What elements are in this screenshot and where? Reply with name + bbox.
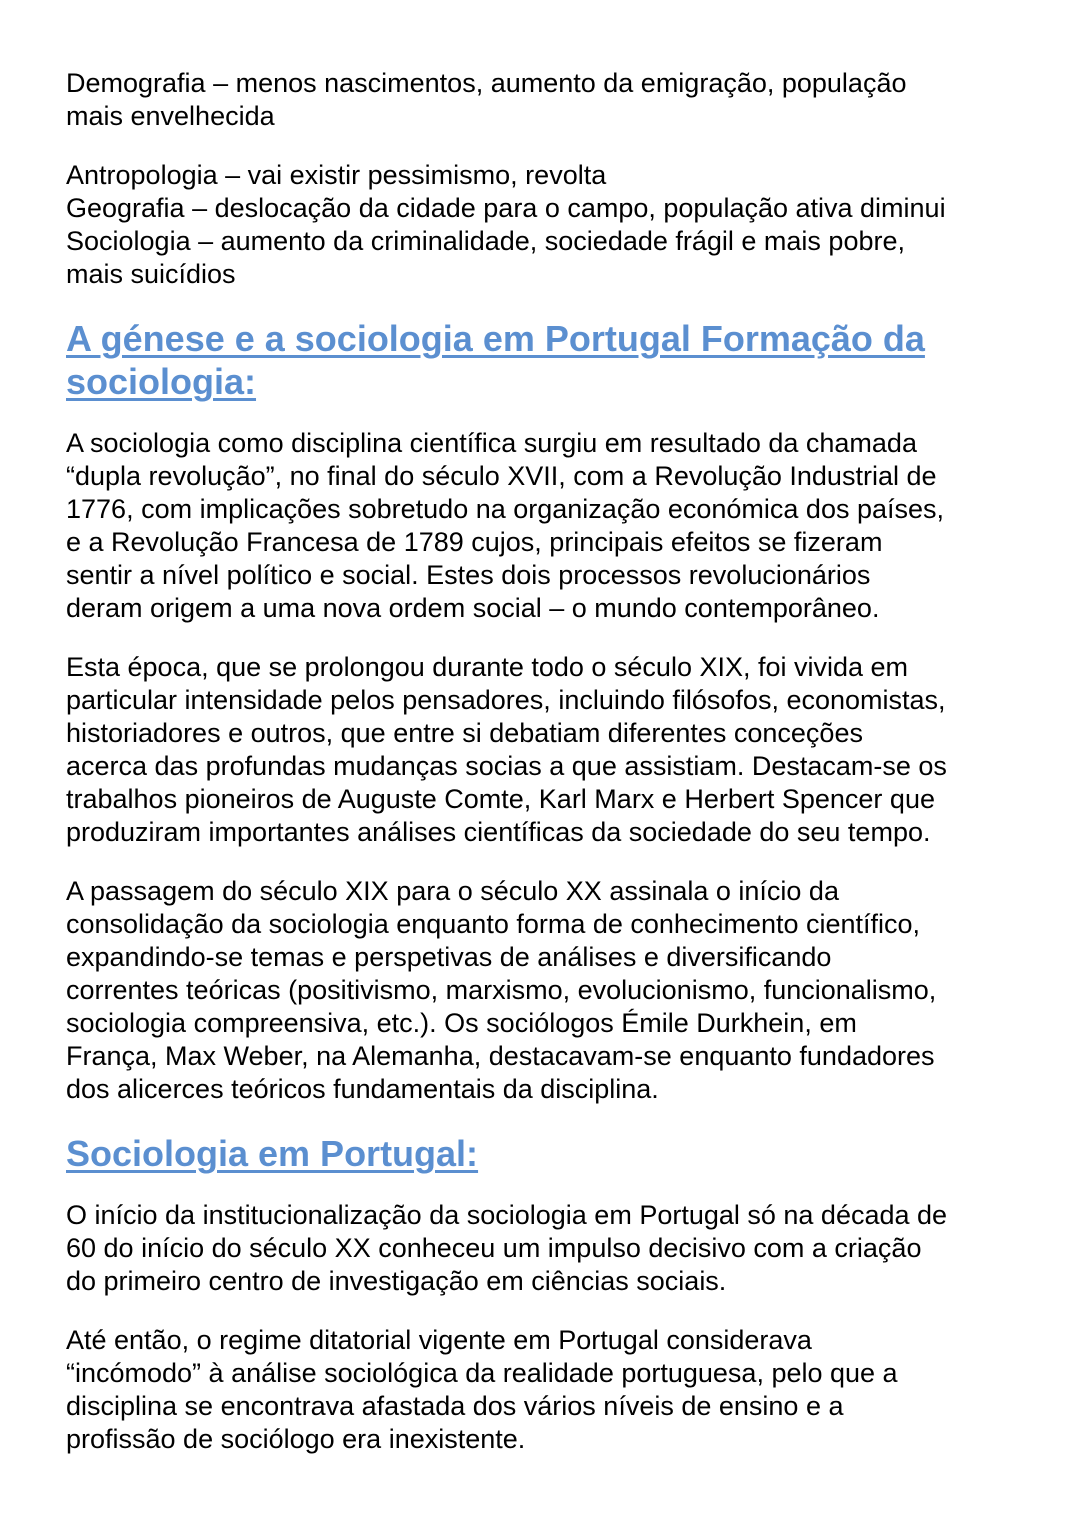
text-line: 60 do início do século XX conheceu um impulso decisivo com a criação (66, 1233, 922, 1263)
text-line: historiadores e outros, que entre si debatiam diferentes conceções (66, 718, 863, 748)
text-line: “incómodo” à análise sociológica da realidade portuguesa, pelo que a (66, 1358, 898, 1388)
text-line: deram origem a uma nova ordem social – o mundo contemporâneo. (66, 593, 880, 623)
text-line: acerca das profundas mudanças socias a que assistiam. Destacam-se os (66, 751, 947, 781)
text-line: do primeiro centro de investigação em ciências sociais. (66, 1266, 727, 1296)
text-line: mais suicídios (66, 259, 236, 289)
text-line: França, Max Weber, na Alemanha, destacavam-se enquanto fundadores (66, 1041, 935, 1071)
text-line: A passagem do século XIX para o século XX assinala o início da (66, 876, 839, 906)
text-line: “dupla revolução”, no final do século XVII, com a Revolução Industrial de (66, 461, 937, 491)
text-line: disciplina se encontrava afastada dos vários níveis de ensino e a (66, 1391, 844, 1421)
section-heading (66, 1132, 1026, 1175)
text-line: profissão de sociólogo era inexistente. (66, 1424, 526, 1454)
text-line: 1776, com implicações sobretudo na organização económica dos países, (66, 494, 945, 524)
text-line: dos alicerces teóricos fundamentais da disciplina. (66, 1074, 659, 1104)
paragraph (66, 427, 1026, 625)
text-line: trabalhos pioneiros de Auguste Comte, Karl Marx e Herbert Spencer que (66, 784, 935, 814)
text-line: sentir a nível político e social. Estes dois processos revolucionários (66, 560, 871, 590)
text-line: e a Revolução Francesa de 1789 cujos, principais efeitos se fizeram (66, 527, 883, 557)
text-line: expandindo-se temas e perspetivas de análises e diversificando (66, 942, 832, 972)
text-line: Demografia – menos nascimentos, aumento da emigração, população (66, 68, 907, 98)
text-line: particular intensidade pelos pensadores, incluindo filósofos, economistas, (66, 685, 946, 715)
document-page (66, 67, 1026, 1482)
text-line: correntes teóricas (positivismo, marxismo, evolucionismo, funcionalismo, (66, 975, 937, 1005)
paragraph (66, 159, 1026, 291)
text-line: sociologia compreensiva, etc.). Os sociólogos Émile Durkhein, em (66, 1008, 857, 1038)
text-line: Esta época, que se prolongou durante todo o século XIX, foi vivida em (66, 652, 909, 682)
text-line: produziram importantes análises científicas da sociedade do seu tempo. (66, 817, 931, 847)
text-line: sociologia: (66, 361, 257, 402)
text-line: A génese e a sociologia em Portugal Formação da (66, 318, 925, 359)
paragraph (66, 875, 1026, 1106)
text-line: Sociologia em Portugal: (66, 1133, 479, 1174)
text-line: Sociologia – aumento da criminalidade, sociedade frágil e mais pobre, (66, 226, 905, 256)
text-line: Até então, o regime ditatorial vigente em Portugal considerava (66, 1325, 812, 1355)
text-line: consolidação da sociologia enquanto forma de conhecimento científico, (66, 909, 921, 939)
text-line: Geografia – deslocação da cidade para o campo, população ativa diminui (66, 193, 946, 223)
section-heading (66, 317, 1026, 403)
text-line: Antropologia – vai existir pessimismo, revolta (66, 160, 607, 190)
text-line: A sociologia como disciplina científica surgiu em resultado da chamada (66, 428, 917, 458)
text-line: mais envelhecida (66, 101, 275, 131)
paragraph (66, 1199, 1026, 1298)
paragraph (66, 651, 1026, 849)
paragraph (66, 1324, 1026, 1456)
paragraph (66, 67, 1026, 133)
text-line: O início da institucionalização da sociologia em Portugal só na década de (66, 1200, 948, 1230)
